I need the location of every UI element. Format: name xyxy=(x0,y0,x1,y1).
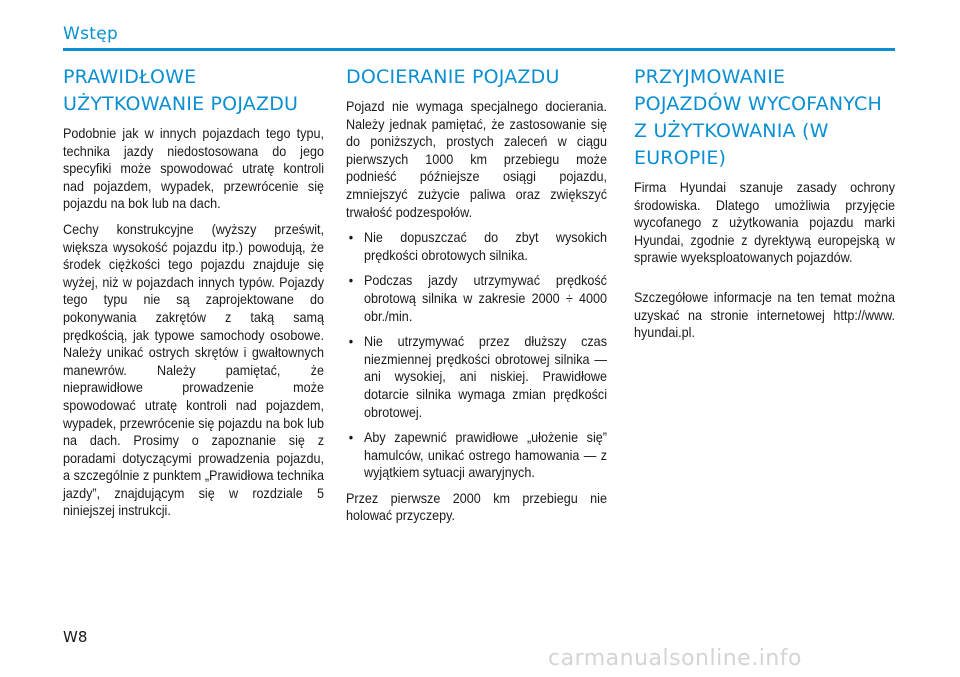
bullet-icon: • xyxy=(348,229,354,246)
list-item xyxy=(346,272,607,325)
section-title: Wstęp xyxy=(63,24,119,44)
paragraph: Firma Hyundai szanuje zasady ochrony środowiska. Dlatego umożliwia przyjęcie wycofanego z użytkowania pojazdu marki Hyundai, zgodnie z dyrektywą europejską w sprawie wyeksploatowanych pojazdów. xyxy=(634,179,895,266)
bullet-icon: • xyxy=(348,429,354,446)
header-rule xyxy=(63,48,895,51)
spacer xyxy=(634,275,895,289)
paragraph: Pojazd nie wymaga specjalnego docierania. Należy jednak pamiętać, że zastosowanie się do poniższych, prostych zaleceń w ciągu pierwszych 1000 km przebiegu może podnieść późniejsze osiągi pojazdu, zmniejszyć zużycie paliwa oraz zwiększyć trwałość podzespołów. xyxy=(346,98,607,220)
bullet-icon: • xyxy=(348,333,354,350)
heading-end-of-life-vehicles: PRZYJMOWANIE POJAZDÓW WYCOFANYCH Z UŻYTKOWANIA (W EUROPIE) xyxy=(634,66,882,169)
paragraph: Szczegółowe informacje na ten temat można uzyskać na stronie internetowej http://www. hyundai.pl. xyxy=(634,288,895,341)
list-item xyxy=(346,333,607,421)
column-proper-use xyxy=(63,64,324,528)
column-break-in xyxy=(346,64,607,533)
bullet-list xyxy=(346,229,607,482)
list-item xyxy=(346,229,607,264)
list-item-text: Nie dopuszczać do zbyt wysokich prędkości obrotowych silnika. xyxy=(364,229,607,263)
list-item xyxy=(346,429,607,482)
paragraph: Cechy konstrukcyjne (wyższy prześwit, większa wysokość pojazdu itp.) powodują, że środek ciężkości tego pojazdu znajduje się wyżej, niż w pojazdach innych typów. Pojazdy tego typu nie są zaprojektowane do pokonywania zakrętów z taką samą prędkością, jak typowe samochody osobowe. Należy unikać ostrych skrętów i gwałtownych manewrów. Należy pamiętać, że nieprawidłowe prowadzenie może spowodować utratę kontroli nad pojazdem, wypadek, przewrócenie się pojazdu na bok lub na dach. Prosimy o zapoznanie się z poradami dotyczącymi prowadzenia pojazdu, a szczególnie z punktem „Prawidłowa technika jazdy”, znajdującym się w rozdziale 5 niniejszej instrukcji. xyxy=(63,220,324,519)
bullet-icon: • xyxy=(348,272,354,289)
page-number: W8 xyxy=(63,628,88,646)
list-item-text: Podczas jazdy utrzymywać prędkość obrotową silnika w zakresie 2000 ÷ 4000 obr./min. xyxy=(364,272,607,324)
watermark: carmanualsonline.info xyxy=(548,646,802,671)
heading-proper-use: PRAWIDŁOWE UŻYTKOWANIE POJAZDU xyxy=(63,66,299,115)
paragraph: Podobnie jak w innych pojazdach tego typu, technika jazdy niedostosowana do jego specyfiki może spowodować utratę kontroli nad pojazdem, wypadek, przewrócenie się pojazdu na bok lub na dach. xyxy=(63,125,324,212)
paragraph: Przez pierwsze 2000 km przebiegu nie holować przyczepy. xyxy=(346,489,607,524)
column-end-of-life-vehicles xyxy=(634,64,895,350)
list-item-text: Nie utrzymywać przez dłuższy czas niezmiennej prędkości obrotowej silnika — ani wysokiej, ani niskiej. Prawidłowe dotarcie silnika wymaga zmian prędkości obrotowej. xyxy=(364,333,607,420)
heading-break-in: DOCIERANIE POJAZDU xyxy=(346,66,560,88)
list-item-text: Aby zapewnić prawidłowe „ułożenie się” hamulców, unikać ostrego hamowania — z wyjątkiem sytuacji awaryjnych. xyxy=(364,429,607,481)
